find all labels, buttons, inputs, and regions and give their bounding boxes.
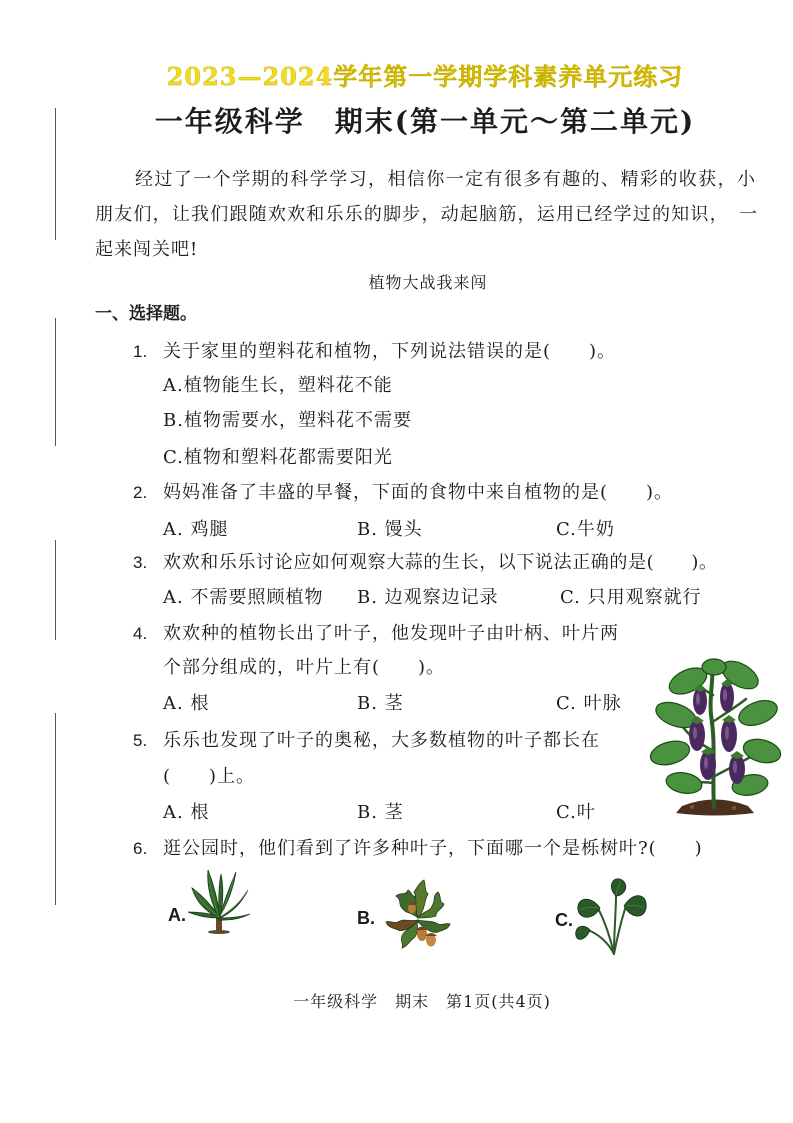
option-c: C. 只用观察就行: [560, 587, 702, 608]
option-b: B.植物需要水，塑料花不需要: [163, 410, 412, 431]
option-a: A. 根: [163, 802, 210, 823]
option-b-label: B.: [357, 908, 375, 928]
option-a-label: A.: [168, 905, 186, 925]
plant-a-image: [188, 868, 250, 934]
oak-leaf-image: [384, 878, 452, 950]
question-number: 2.: [133, 483, 148, 502]
question-text: 逛公园时，他们看到了许多种叶子，下面哪一个是栎树叶?( ): [163, 838, 703, 859]
option-b: B. 边观察边记录: [357, 587, 499, 608]
eggplants: [689, 679, 745, 784]
intro-line: 起来闯关吧!: [95, 239, 199, 260]
margin-rule: [55, 713, 56, 905]
question-text-continued: ( )上。: [163, 766, 256, 787]
question-text: 欢欢种的植物长出了叶子，他发现叶子由叶柄、叶片两: [163, 623, 619, 644]
exam-title: 2023—2024学年第一学期学科素养单元练习: [166, 62, 684, 91]
option-c: C.叶: [556, 802, 596, 823]
option-a: A. 根: [163, 693, 210, 714]
question-number: 4.: [133, 624, 148, 643]
question-number: 6.: [133, 839, 148, 858]
eggplant-plant-image: [648, 655, 782, 817]
margin-rule: [55, 318, 56, 446]
question-text: 关于家里的塑料花和植物，下列说法错误的是( )。: [163, 341, 617, 362]
intro-line: 经过了一个学期的科学学习，相信你一定有很多有趣的、精彩的收获，小: [135, 169, 755, 190]
leaves: [576, 879, 647, 940]
question-text: 乐乐也发现了叶子的奥秘，大多数植物的叶子都长在: [163, 730, 600, 751]
taro-plant-image: [574, 876, 650, 956]
question-number: 3.: [133, 553, 148, 572]
option-b: B. 茎: [357, 693, 404, 714]
page-title: 一年级科学 期末(第一单元～第二单元): [154, 105, 696, 138]
option-c-label: C.: [555, 910, 573, 930]
section-subtitle: 植物大战我来闯: [368, 273, 488, 292]
question-text-continued: 个部分组成的，叶片上有( )。: [163, 657, 446, 678]
page-footer: 一年级科学 期末 第1页(共4页): [293, 992, 551, 1011]
question-text: 欢欢和乐乐讨论应如何观察大蒜的生长，以下说法正确的是( )。: [163, 552, 718, 573]
intro-line: 朋友们，让我们跟随欢欢和乐乐的脚步，动起脑筋，运用已经学过的知识， 一: [95, 204, 757, 225]
option-c: C.植物和塑料花都需要阳光: [163, 447, 393, 468]
margin-rule: [55, 540, 56, 640]
question-number: 5.: [133, 731, 148, 750]
section-title: 一、选择题。: [95, 304, 197, 324]
option-a: A. 不需要照顾植物: [163, 587, 324, 608]
question-text: 妈妈准备了丰盛的早餐，下面的食物中来自植物的是( )。: [163, 482, 674, 503]
option-c: C.牛奶: [556, 519, 615, 540]
margin-rule: [55, 108, 56, 240]
option-a: A. 鸡腿: [163, 519, 229, 540]
option-b: B. 茎: [357, 802, 404, 823]
option-a: A.植物能生长，塑料花不能: [163, 375, 393, 396]
option-c: C. 叶脉: [556, 693, 622, 714]
question-number: 1.: [133, 342, 148, 361]
option-b: B. 馒头: [357, 519, 423, 540]
